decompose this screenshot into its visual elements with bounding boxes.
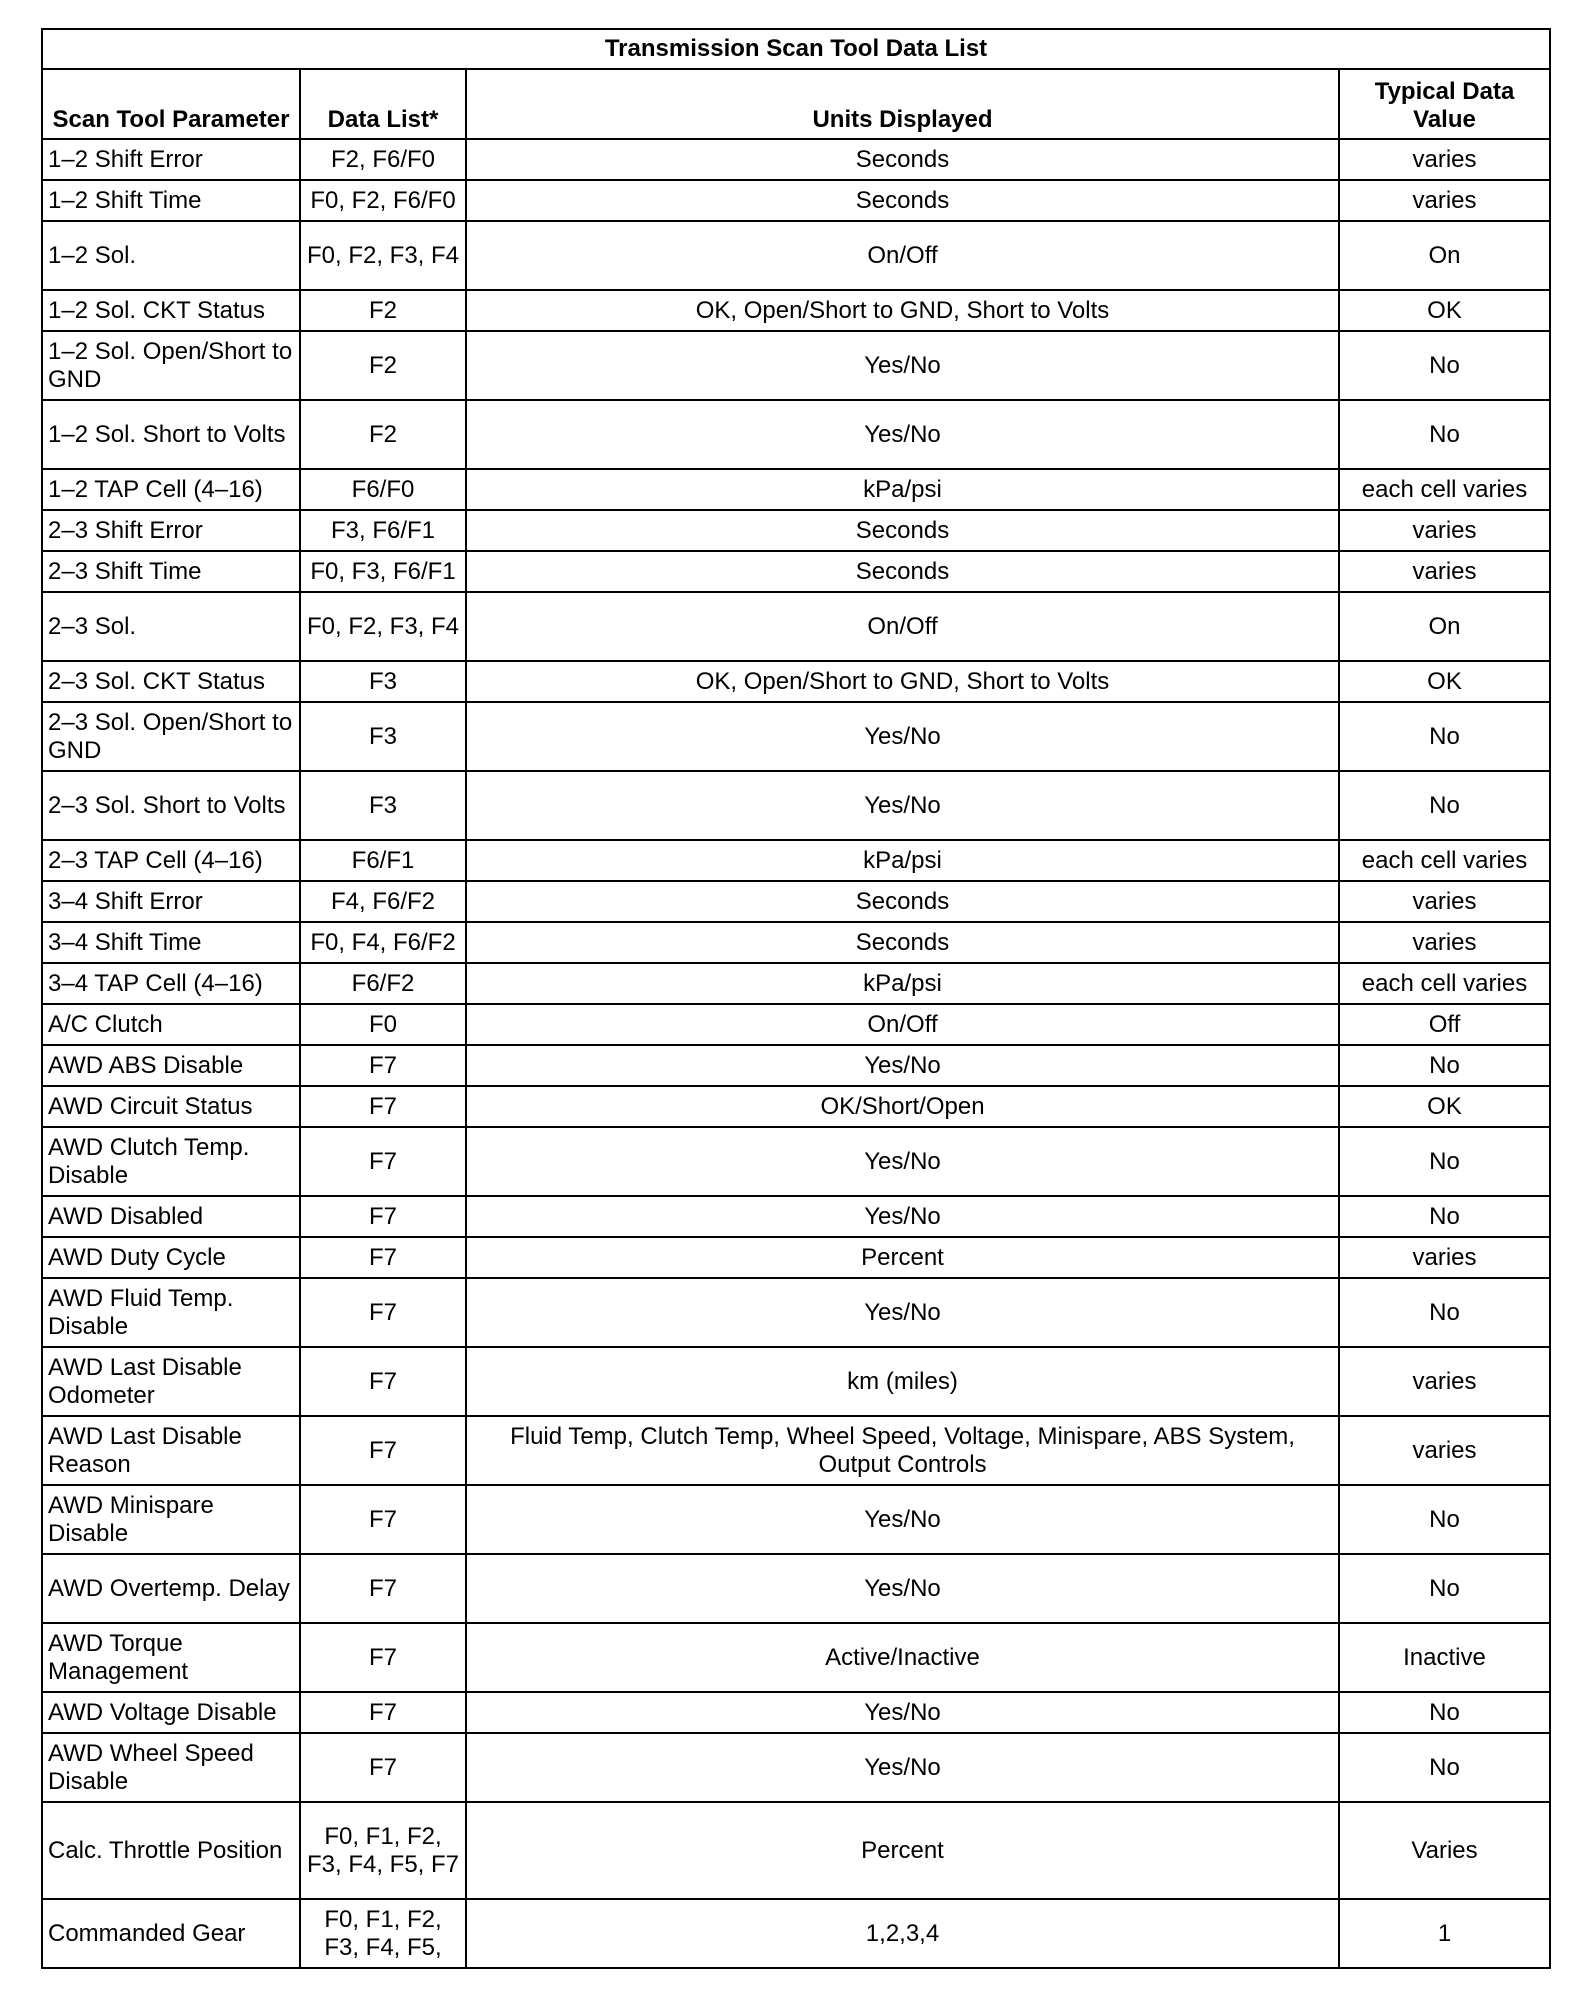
table-row bbox=[42, 592, 1550, 661]
data-list-cell: F7 bbox=[300, 1196, 466, 1237]
data-list-cell: F7 bbox=[300, 1347, 466, 1416]
parameter-cell: Commanded Gear bbox=[42, 1899, 300, 1968]
typical-value-cell: No bbox=[1339, 1278, 1550, 1347]
table-row bbox=[42, 1554, 1550, 1623]
data-list-cell: F0, F2, F6/F0 bbox=[300, 180, 466, 221]
data-list-cell: F0 bbox=[300, 1004, 466, 1045]
typical-value-cell: varies bbox=[1339, 510, 1550, 551]
parameter-cell: Calc. Throttle Position bbox=[42, 1802, 300, 1899]
parameter-cell: AWD ABS Disable bbox=[42, 1045, 300, 1086]
units-displayed-cell: Percent bbox=[466, 1237, 1339, 1278]
data-list-cell: F3 bbox=[300, 661, 466, 702]
data-list-cell: F7 bbox=[300, 1237, 466, 1278]
header-typical-data-value: Typical Data Value bbox=[1339, 69, 1550, 139]
units-displayed-cell: Yes/No bbox=[466, 1733, 1339, 1802]
table-row bbox=[42, 922, 1550, 963]
table-body bbox=[42, 139, 1550, 1968]
units-displayed-cell: Yes/No bbox=[466, 400, 1339, 469]
units-displayed-cell: Seconds bbox=[466, 139, 1339, 180]
table-row bbox=[42, 1899, 1550, 1968]
parameter-cell: AWD Wheel Speed Disable bbox=[42, 1733, 300, 1802]
data-list-cell: F2, F6/F0 bbox=[300, 139, 466, 180]
table-row bbox=[42, 1237, 1550, 1278]
header-data-list: Data List* bbox=[300, 69, 466, 139]
table-row bbox=[42, 1196, 1550, 1237]
parameter-cell: AWD Voltage Disable bbox=[42, 1692, 300, 1733]
data-list-cell: F6/F0 bbox=[300, 469, 466, 510]
typical-value-cell: No bbox=[1339, 1485, 1550, 1554]
data-list-cell: F6/F1 bbox=[300, 840, 466, 881]
units-displayed-cell: kPa/psi bbox=[466, 469, 1339, 510]
units-displayed-cell: Yes/No bbox=[466, 771, 1339, 840]
parameter-cell: 2–3 Shift Time bbox=[42, 551, 300, 592]
data-list-cell: F6/F2 bbox=[300, 963, 466, 1004]
data-list-cell: F7 bbox=[300, 1692, 466, 1733]
table-row bbox=[42, 139, 1550, 180]
typical-value-cell: varies bbox=[1339, 881, 1550, 922]
data-list-cell: F7 bbox=[300, 1623, 466, 1692]
typical-value-cell: OK bbox=[1339, 290, 1550, 331]
data-list-cell: F0, F1, F2, F3, F4, F5, bbox=[300, 1899, 466, 1968]
parameter-cell: 2–3 Sol. CKT Status bbox=[42, 661, 300, 702]
typical-value-cell: No bbox=[1339, 1692, 1550, 1733]
table-row bbox=[42, 1485, 1550, 1554]
parameter-cell: AWD Last Disable Odometer bbox=[42, 1347, 300, 1416]
parameter-cell: AWD Disabled bbox=[42, 1196, 300, 1237]
parameter-cell: 3–4 Shift Time bbox=[42, 922, 300, 963]
typical-value-cell: No bbox=[1339, 331, 1550, 400]
parameter-cell: 1–2 Shift Time bbox=[42, 180, 300, 221]
typical-value-cell: Varies bbox=[1339, 1802, 1550, 1899]
header-units-displayed: Units Displayed bbox=[466, 69, 1339, 139]
data-list-cell: F2 bbox=[300, 290, 466, 331]
typical-value-cell: No bbox=[1339, 1733, 1550, 1802]
typical-value-cell: On bbox=[1339, 592, 1550, 661]
table-row bbox=[42, 551, 1550, 592]
typical-value-cell: No bbox=[1339, 771, 1550, 840]
data-list-cell: F0, F4, F6/F2 bbox=[300, 922, 466, 963]
parameter-cell: AWD Duty Cycle bbox=[42, 1237, 300, 1278]
typical-value-cell: OK bbox=[1339, 1086, 1550, 1127]
data-list-cell: F0, F2, F3, F4 bbox=[300, 221, 466, 290]
parameter-cell: 2–3 Shift Error bbox=[42, 510, 300, 551]
units-displayed-cell: Percent bbox=[466, 1802, 1339, 1899]
units-displayed-cell: kPa/psi bbox=[466, 840, 1339, 881]
table-row bbox=[42, 290, 1550, 331]
table-row bbox=[42, 1127, 1550, 1196]
table-row bbox=[42, 661, 1550, 702]
parameter-cell: 1–2 Sol. bbox=[42, 221, 300, 290]
typical-value-cell: OK bbox=[1339, 661, 1550, 702]
units-displayed-cell: On/Off bbox=[466, 1004, 1339, 1045]
units-displayed-cell: Seconds bbox=[466, 881, 1339, 922]
units-displayed-cell: 1,2,3,4 bbox=[466, 1899, 1339, 1968]
data-list-cell: F0, F3, F6/F1 bbox=[300, 551, 466, 592]
parameter-cell: AWD Circuit Status bbox=[42, 1086, 300, 1127]
data-list-cell: F7 bbox=[300, 1485, 466, 1554]
table-row bbox=[42, 1278, 1550, 1347]
data-list-cell: F7 bbox=[300, 1278, 466, 1347]
parameter-cell: A/C Clutch bbox=[42, 1004, 300, 1045]
typical-value-cell: No bbox=[1339, 1554, 1550, 1623]
table-row bbox=[42, 180, 1550, 221]
units-displayed-cell: Yes/No bbox=[466, 1692, 1339, 1733]
data-list-cell: F2 bbox=[300, 331, 466, 400]
typical-value-cell: varies bbox=[1339, 1237, 1550, 1278]
typical-value-cell: varies bbox=[1339, 1416, 1550, 1485]
data-list-cell: F7 bbox=[300, 1086, 466, 1127]
typical-value-cell: varies bbox=[1339, 922, 1550, 963]
typical-value-cell: varies bbox=[1339, 1347, 1550, 1416]
scan-tool-data-table bbox=[41, 28, 1551, 1969]
table-row bbox=[42, 1416, 1550, 1485]
parameter-cell: 2–3 Sol. Open/Short to GND bbox=[42, 702, 300, 771]
parameter-cell: AWD Overtemp. Delay bbox=[42, 1554, 300, 1623]
parameter-cell: 1–2 Sol. Open/Short to GND bbox=[42, 331, 300, 400]
units-displayed-cell: Seconds bbox=[466, 551, 1339, 592]
scan-tool-data-sheet bbox=[41, 28, 1549, 1969]
table-title: Transmission Scan Tool Data List bbox=[42, 29, 1550, 69]
typical-value-cell: varies bbox=[1339, 180, 1550, 221]
table-row bbox=[42, 1623, 1550, 1692]
typical-value-cell: 1 bbox=[1339, 1899, 1550, 1968]
typical-value-cell: No bbox=[1339, 1045, 1550, 1086]
parameter-cell: 2–3 Sol. bbox=[42, 592, 300, 661]
units-displayed-cell: Yes/No bbox=[466, 1196, 1339, 1237]
table-row bbox=[42, 1086, 1550, 1127]
units-displayed-cell: Active/Inactive bbox=[466, 1623, 1339, 1692]
typical-value-cell: Inactive bbox=[1339, 1623, 1550, 1692]
typical-value-cell: No bbox=[1339, 400, 1550, 469]
units-displayed-cell: On/Off bbox=[466, 592, 1339, 661]
units-displayed-cell: Yes/No bbox=[466, 1127, 1339, 1196]
parameter-cell: 1–2 Sol. CKT Status bbox=[42, 290, 300, 331]
units-displayed-cell: OK, Open/Short to GND, Short to Volts bbox=[466, 290, 1339, 331]
units-displayed-cell: Yes/No bbox=[466, 702, 1339, 771]
table-row bbox=[42, 469, 1550, 510]
table-row bbox=[42, 840, 1550, 881]
table-row bbox=[42, 1692, 1550, 1733]
units-displayed-cell: Seconds bbox=[466, 510, 1339, 551]
table-row bbox=[42, 1045, 1550, 1086]
data-list-cell: F3 bbox=[300, 702, 466, 771]
units-displayed-cell: Seconds bbox=[466, 922, 1339, 963]
header-scan-tool-parameter: Scan Tool Parameter bbox=[42, 69, 300, 139]
parameter-cell: AWD Last Disable Reason bbox=[42, 1416, 300, 1485]
units-displayed-cell: Yes/No bbox=[466, 331, 1339, 400]
typical-value-cell: each cell varies bbox=[1339, 469, 1550, 510]
data-list-cell: F2 bbox=[300, 400, 466, 469]
data-list-cell: F7 bbox=[300, 1127, 466, 1196]
units-displayed-cell: km (miles) bbox=[466, 1347, 1339, 1416]
parameter-cell: AWD Minispare Disable bbox=[42, 1485, 300, 1554]
parameter-cell: 2–3 TAP Cell (4–16) bbox=[42, 840, 300, 881]
units-displayed-cell: OK/Short/Open bbox=[466, 1086, 1339, 1127]
parameter-cell: 1–2 TAP Cell (4–16) bbox=[42, 469, 300, 510]
table-row bbox=[42, 771, 1550, 840]
units-displayed-cell: Seconds bbox=[466, 180, 1339, 221]
units-displayed-cell: Yes/No bbox=[466, 1278, 1339, 1347]
table-row bbox=[42, 1004, 1550, 1045]
data-list-cell: F7 bbox=[300, 1416, 466, 1485]
data-list-cell: F7 bbox=[300, 1733, 466, 1802]
typical-value-cell: No bbox=[1339, 1127, 1550, 1196]
table-row bbox=[42, 1347, 1550, 1416]
parameter-cell: 1–2 Shift Error bbox=[42, 139, 300, 180]
table-row bbox=[42, 881, 1550, 922]
data-list-cell: F7 bbox=[300, 1045, 466, 1086]
data-list-cell: F4, F6/F2 bbox=[300, 881, 466, 922]
units-displayed-cell: Yes/No bbox=[466, 1554, 1339, 1623]
parameter-cell: AWD Clutch Temp. Disable bbox=[42, 1127, 300, 1196]
typical-value-cell: No bbox=[1339, 1196, 1550, 1237]
typical-value-cell: Off bbox=[1339, 1004, 1550, 1045]
typical-value-cell: On bbox=[1339, 221, 1550, 290]
data-list-cell: F0, F2, F3, F4 bbox=[300, 592, 466, 661]
table-row bbox=[42, 963, 1550, 1004]
parameter-cell: AWD Fluid Temp. Disable bbox=[42, 1278, 300, 1347]
parameter-cell: AWD Torque Management bbox=[42, 1623, 300, 1692]
parameter-cell: 3–4 Shift Error bbox=[42, 881, 300, 922]
table-row bbox=[42, 510, 1550, 551]
parameter-cell: 1–2 Sol. Short to Volts bbox=[42, 400, 300, 469]
typical-value-cell: varies bbox=[1339, 551, 1550, 592]
units-displayed-cell: Fluid Temp, Clutch Temp, Wheel Speed, Voltage, Minispare, ABS System, Output Controls bbox=[466, 1416, 1339, 1485]
data-list-cell: F0, F1, F2, F3, F4, F5, F7 bbox=[300, 1802, 466, 1899]
table-row bbox=[42, 1733, 1550, 1802]
units-displayed-cell: Yes/No bbox=[466, 1485, 1339, 1554]
typical-value-cell: each cell varies bbox=[1339, 840, 1550, 881]
data-list-cell: F3, F6/F1 bbox=[300, 510, 466, 551]
typical-value-cell: No bbox=[1339, 702, 1550, 771]
typical-value-cell: each cell varies bbox=[1339, 963, 1550, 1004]
units-displayed-cell: OK, Open/Short to GND, Short to Volts bbox=[466, 661, 1339, 702]
table-row bbox=[42, 702, 1550, 771]
parameter-cell: 3–4 TAP Cell (4–16) bbox=[42, 963, 300, 1004]
units-displayed-cell: kPa/psi bbox=[466, 963, 1339, 1004]
data-list-cell: F3 bbox=[300, 771, 466, 840]
table-row bbox=[42, 400, 1550, 469]
typical-value-cell: varies bbox=[1339, 139, 1550, 180]
table-row bbox=[42, 221, 1550, 290]
units-displayed-cell: Yes/No bbox=[466, 1045, 1339, 1086]
data-list-cell: F7 bbox=[300, 1554, 466, 1623]
units-displayed-cell: On/Off bbox=[466, 221, 1339, 290]
parameter-cell: 2–3 Sol. Short to Volts bbox=[42, 771, 300, 840]
table-row bbox=[42, 1802, 1550, 1899]
table-row bbox=[42, 331, 1550, 400]
